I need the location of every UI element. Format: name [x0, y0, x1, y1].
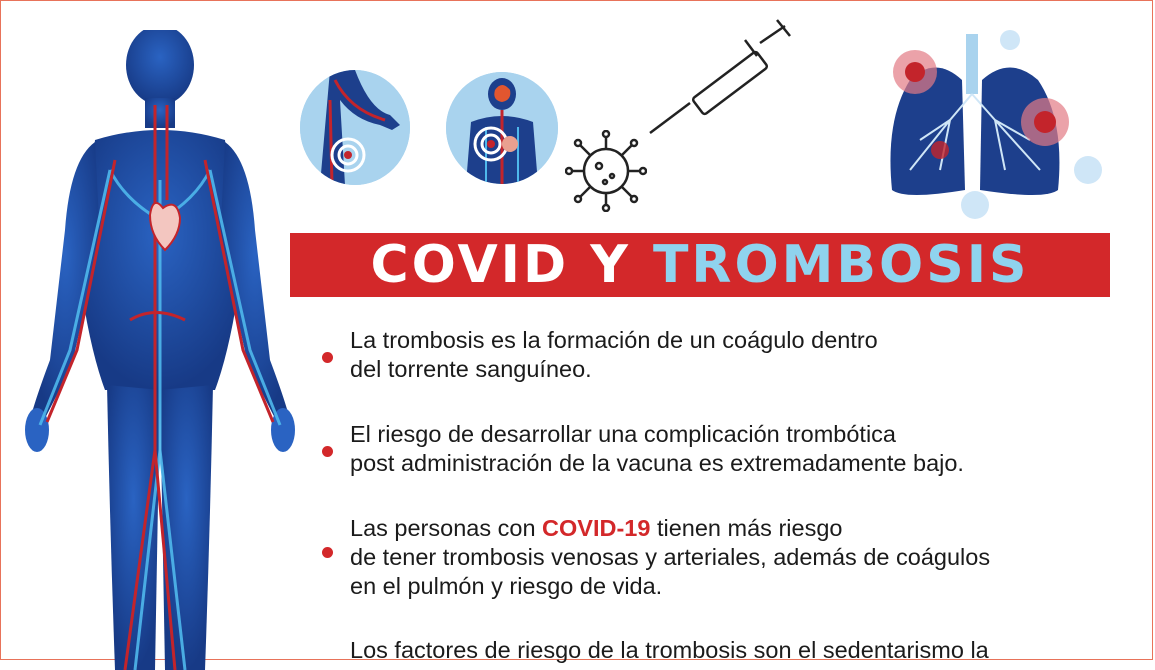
- bullet-dot: [322, 547, 333, 558]
- bullet-line: La trombosis es la formación de un coágulo dentro: [350, 327, 878, 353]
- title-part-1: COVID Y: [370, 235, 631, 295]
- bullet-text: tienen más riesgo: [650, 515, 843, 541]
- bullet-item: [350, 636, 989, 665]
- lungs-icon: [880, 20, 1110, 225]
- torso-heart-icon: [446, 72, 558, 184]
- bullet-item: [350, 514, 990, 601]
- bullet-line: de tener trombosis venosas y arteriales, además de coágulos: [350, 544, 991, 570]
- virus-icon: [565, 130, 647, 212]
- bullet-item: [350, 420, 964, 478]
- arm-vein-icon: [300, 70, 410, 185]
- bullet-line: post administración de la vacuna es extremadamente bajo.: [350, 450, 964, 476]
- human-circulatory-figure: [15, 30, 305, 670]
- bullet-line: Los factores de riesgo de la trombosis son el sedentarismo la: [350, 637, 989, 663]
- bullet-line: en el pulmón y riesgo de vida.: [350, 573, 663, 599]
- bullet-dot: [322, 352, 333, 363]
- syringe-icon: [645, 18, 795, 138]
- bullet-item: [350, 326, 878, 384]
- title-banner: [290, 233, 1110, 297]
- bullet-line: [350, 514, 990, 543]
- bullet-line: El riesgo de desarrollar una complicación trombótica: [350, 421, 896, 447]
- bullet-line: del torrente sanguíneo.: [350, 356, 592, 382]
- covid-highlight: COVID-19: [542, 515, 651, 541]
- bullet-text: Las personas con: [350, 515, 543, 541]
- bullet-dot: [322, 446, 333, 457]
- title-part-2: TROMBOSIS: [652, 235, 1030, 295]
